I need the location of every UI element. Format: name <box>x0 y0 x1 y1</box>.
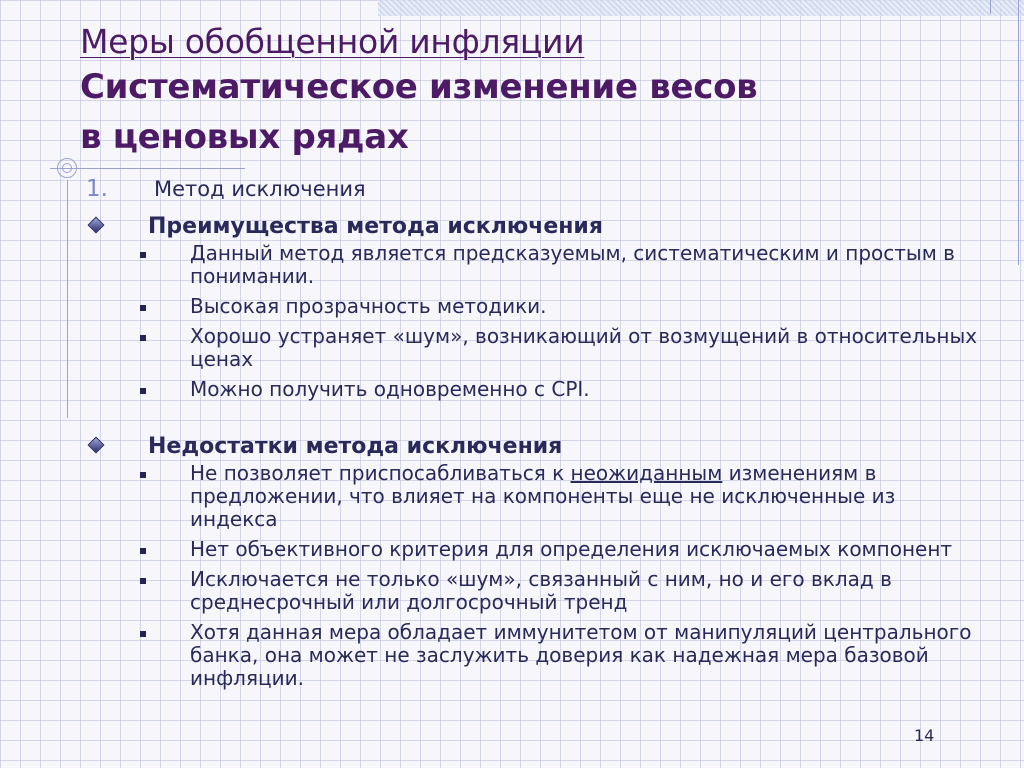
decorative-line <box>990 0 991 14</box>
list-item-text: Хорошо устраняет «шум», возникающий от возмущений в относительных ценах <box>190 324 978 371</box>
list-item-text: Данный метод является предсказуемым, систематическим и простым в понимании. <box>190 241 955 288</box>
advantages-heading: Преимущества метода исключения <box>148 213 603 239</box>
list-item-text-part: Не позволяет приспосабливаться к <box>190 461 571 485</box>
title-line-1: Меры обобщенной инфляции <box>80 22 585 61</box>
square-bullet-icon <box>80 378 190 400</box>
numbered-item-text: Метод исключения <box>154 177 366 201</box>
list-item <box>80 295 980 318</box>
square-bullet-icon <box>80 462 190 484</box>
list-item-text: Исключается не только «шум», связанный с ним, но и его вклад в среднесрочный или долгосрочный тренд <box>190 567 892 614</box>
square-bullet-icon <box>80 242 190 264</box>
list-item-text: Нет объективного критерия для определения исключаемых компонент <box>190 537 953 561</box>
slide-content <box>80 176 980 697</box>
decorative-line <box>67 180 68 418</box>
advantages-heading-row <box>80 210 980 242</box>
decorative-circle-icon <box>62 163 72 173</box>
page-number: 14 <box>914 726 935 745</box>
square-bullet-icon <box>80 568 190 590</box>
list-item-text <box>190 462 980 531</box>
square-bullet-icon <box>80 295 190 317</box>
list-item <box>80 242 980 288</box>
underlined-word: неожиданным <box>570 461 723 485</box>
disadvantages-heading-row <box>80 430 980 462</box>
decorative-line <box>1018 0 1019 265</box>
list-item <box>80 568 980 614</box>
list-item <box>80 325 980 371</box>
square-bullet-icon <box>80 538 190 560</box>
numbered-item-marker: 1. <box>86 176 108 202</box>
title-line-2b: в ценовых рядах <box>80 117 409 157</box>
list-item-text: Можно получить одновременно с CPI. <box>190 377 590 401</box>
decorative-line <box>50 168 245 169</box>
list-item-text-part: изменениям в предложении, что влияет на компоненты еще не исключенные из индекса <box>190 461 896 531</box>
list-item-text: Хотя данная мера обладает иммунитетом от манипуляций центрального банка, она может не заслужить доверия как надежная мера базовой инфляции. <box>190 620 972 690</box>
square-bullet-icon <box>80 325 190 347</box>
list-item <box>80 538 980 561</box>
slide-title <box>80 22 980 162</box>
disadvantages-heading: Недостатки метода исключения <box>148 433 563 459</box>
decorative-top-band <box>378 0 1024 16</box>
title-line-2a: Систематическое изменение весов <box>80 67 758 107</box>
numbered-item <box>80 176 980 210</box>
diamond-bullet-icon <box>80 436 148 456</box>
disadvantages-list <box>80 462 980 690</box>
list-item <box>80 621 980 690</box>
advantages-list <box>80 242 980 401</box>
list-item <box>80 462 980 531</box>
list-item <box>80 378 980 401</box>
diamond-bullet-icon <box>80 216 148 236</box>
list-item-text: Высокая прозрачность методики. <box>190 294 547 318</box>
square-bullet-icon <box>80 621 190 643</box>
